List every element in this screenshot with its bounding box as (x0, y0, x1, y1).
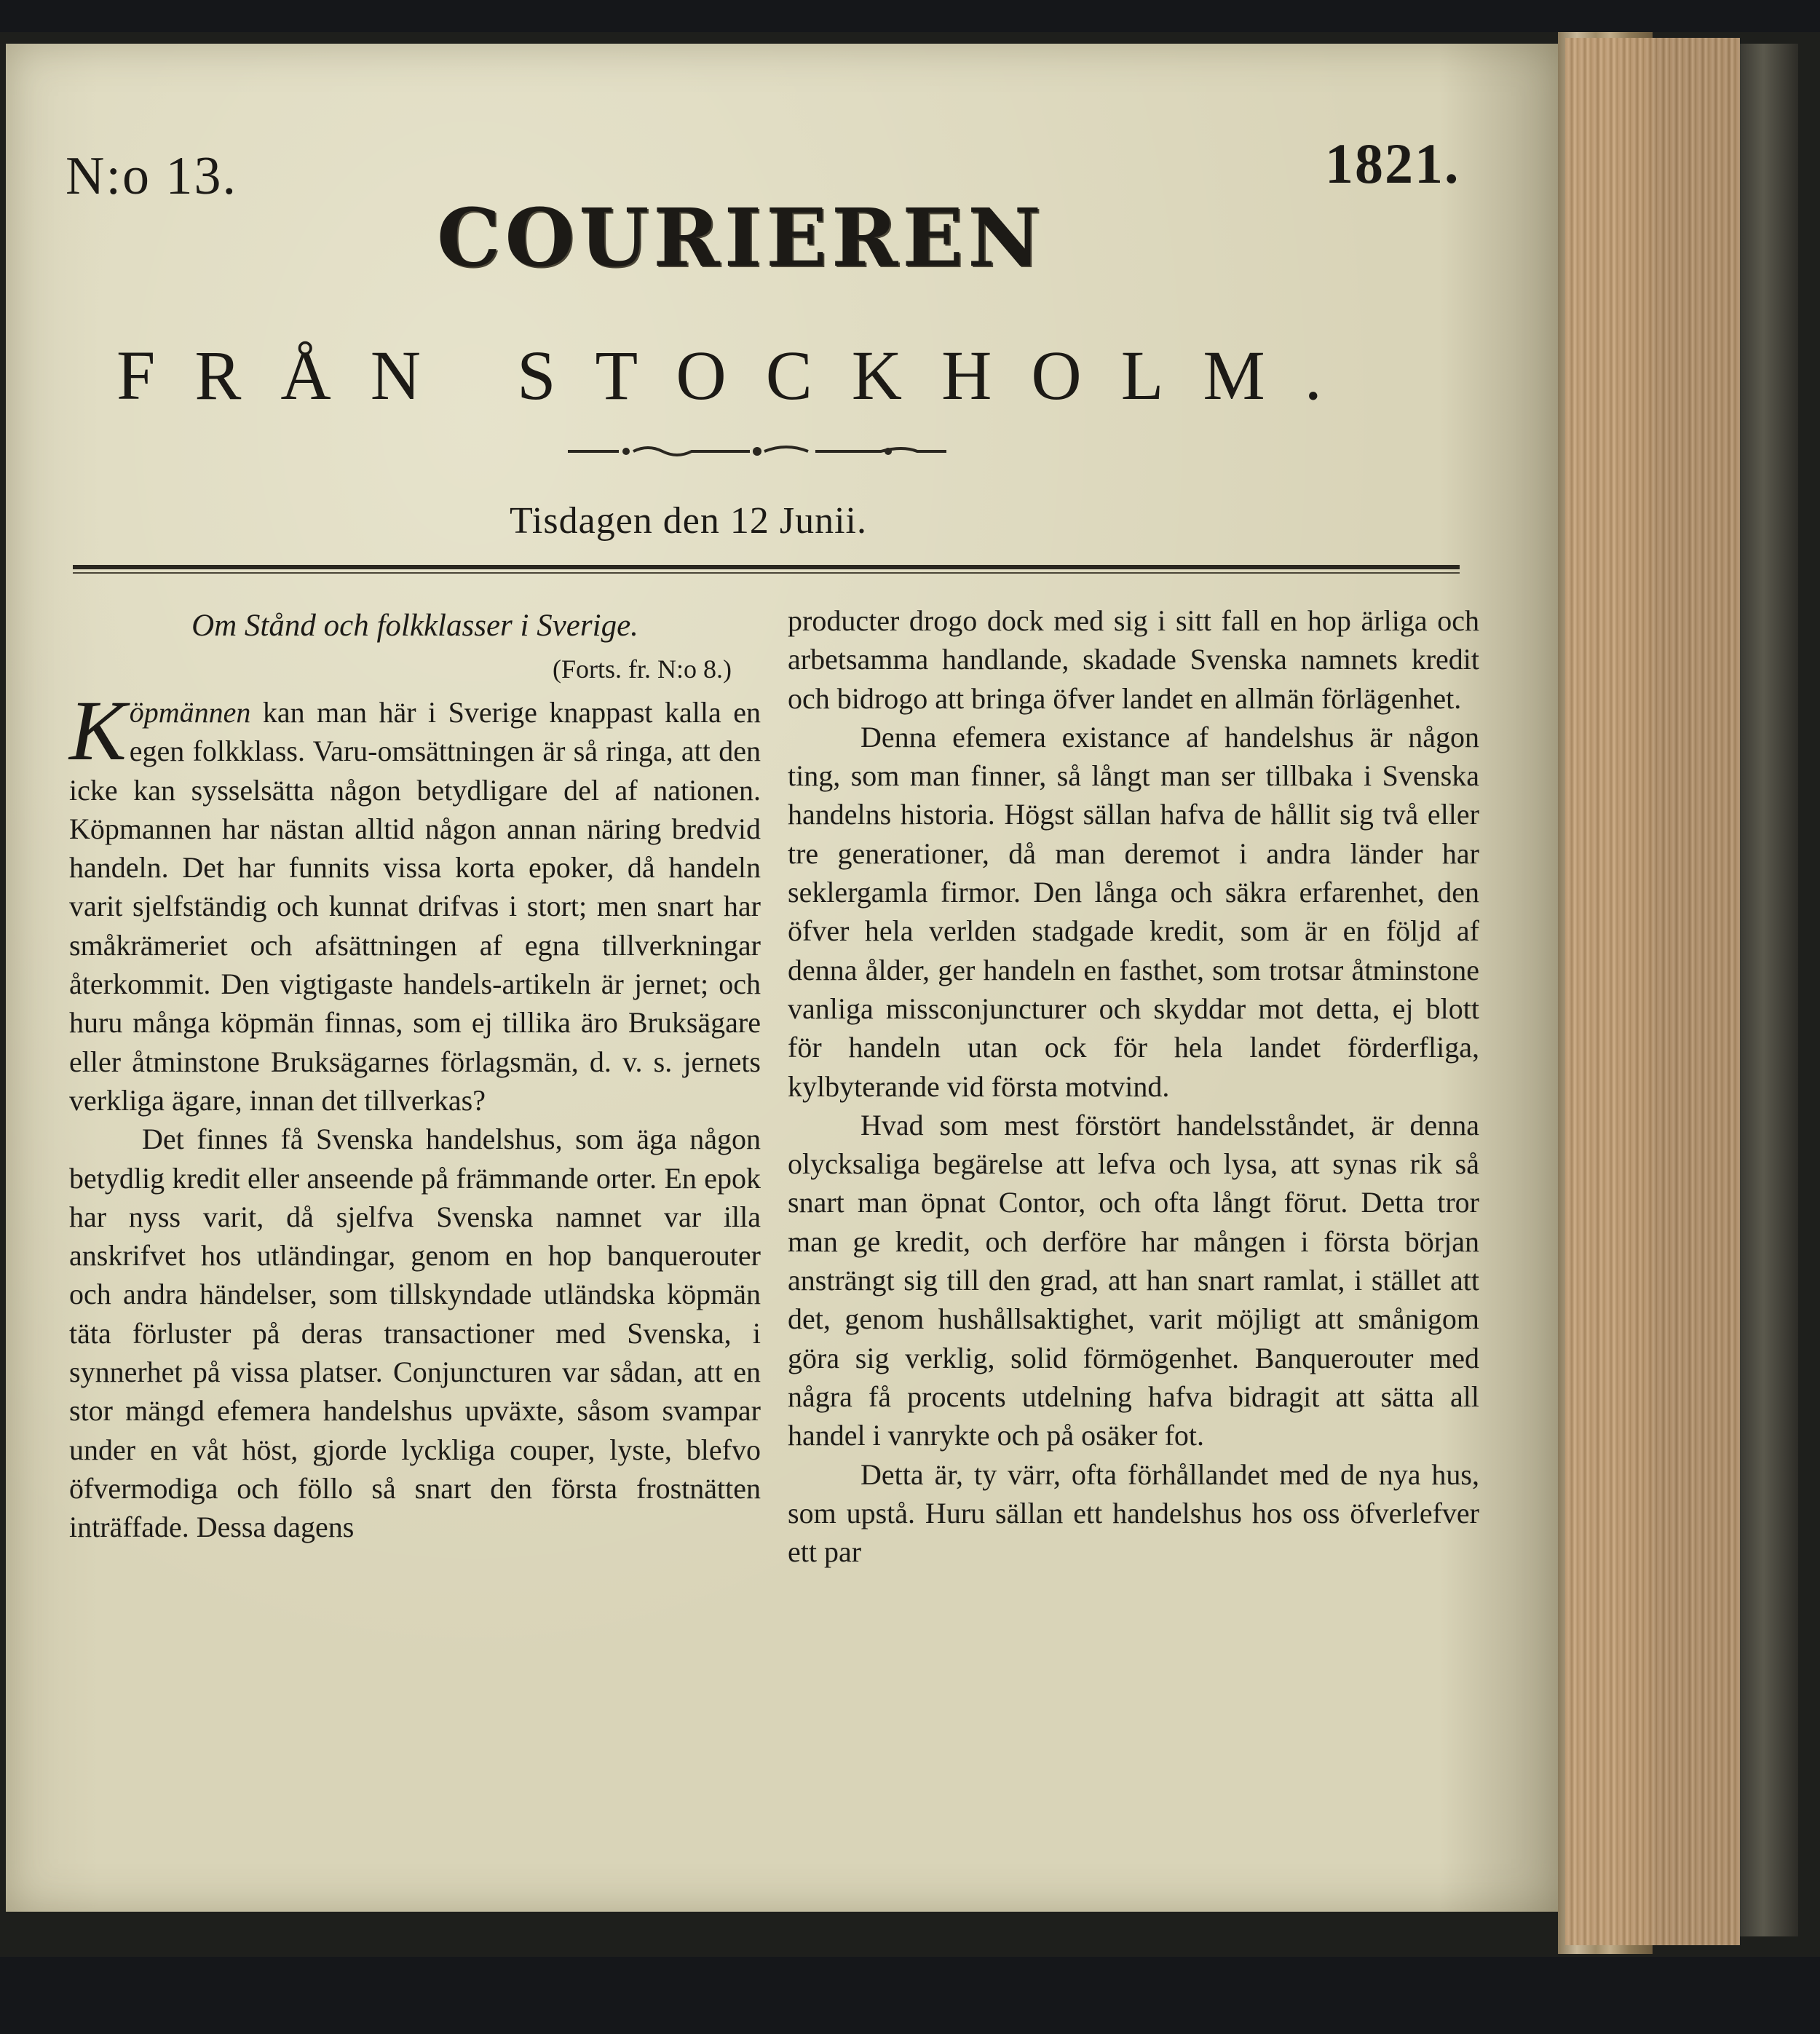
dropcap: K (69, 683, 127, 778)
header-rule (73, 565, 1460, 569)
left-column (69, 604, 761, 1547)
book-cover-edge (1740, 44, 1798, 1936)
lead-word: öpmännen (129, 696, 251, 729)
paragraph: Denna efemera existance af handelshus är någon ting, som man finner, så långt man ser tillbaka i Svenska handelns historia. Högst sällan hafva de hållit sig två eller tre generationer, då man deremot i andra länder har seklergamla firmor. Den långa och säkra erfarenhet, den öfver hela verlden stadgade kredit, som är en följd af denna ålder, ger handeln en fasthet, som trotsar åtminstone vanliga missconjuncturer och skyddar mot detta, ej blott för handeln utan ock för hela landet förderfliga, kylbyterande vid första motvind. (788, 720, 1479, 1103)
issue-date: Tisdagen den 12 Junii. (510, 500, 867, 542)
page-edges (1565, 38, 1740, 1945)
masthead-subtitle: FRÅN STOCKHOLM. (116, 336, 1361, 414)
article-continuation: (Forts. fr. N:o 8.) (553, 654, 732, 684)
issue-year: 1821. (1325, 132, 1460, 195)
issue-number: N:o 13. (66, 146, 237, 206)
ornament-divider-icon (568, 443, 946, 460)
article-title: Om Stånd och folkklasser i Sverige. (191, 609, 638, 643)
paragraph: Hvad som mest förstört handelsståndet, är denna olycksaliga begärelse att lefva och lysa, att synas rik så snart man öpnat Contor, och ofta långt förut. Detta tror man ge kredit, och derföre har mången i första början ansträngt sig till den grad, att han snart ramlat, i stället att det, genom hushållsaktighet, varit möjligt att smånigom göra sig verklig, solid förmögenhet. Banquerouter med några få procents utdelning hafva bidragit att sätta all handel i vanrykte och på osäker fot. (788, 1108, 1479, 1452)
paragraph: Detta är, ty värr, ofta förhållandet med de nya hus, som upstå. Huru sällan ett handelshus hos oss öfverlefver ett par (788, 1457, 1479, 1569)
header-rule-thin (73, 572, 1460, 574)
masthead-title: COURIEREN (437, 191, 1045, 285)
paragraph: Det finnes få Svenska handelshus, som äga någon betydlig kredit eller anseende på främmande orter. En epok har nyss varit, då sjelfva Svenska namnet var illa anskrifvet hos utländingar, genom en hop banquerouter och andra händelser, som tillskyndade utländska köpmän täta förluster på deras transactioner med Svenska, i synnerhet på vissa platser. Conjuncturen var sådan, att en stor mängd efemera handelshus upväxte, såsom svampar under en våt höst, gjorde lyckliga couper, lyste, blefvo öfvermodiga och föllo så snart den första frostnätten inträffade. Dessa dagens (69, 1123, 761, 1544)
paragraph: producter drogo dock med sig i sitt fall en hop ärliga och arbetsamma handlande, skadade Svenska namnets kredit och bidrogo att bringa öfver landet en allmän förlägenhet. (788, 604, 1479, 715)
right-column (788, 601, 1479, 1571)
paragraph (69, 683, 761, 1120)
paragraph-text: kan man här i Sverige knappast kalla en egen folkklass. Varu-omsättningen är så ringa, att den icke kan sysselsätta någon betydligare del af nationen. Köpmannen har nästan alltid någon annan näring bredvid handeln. Det har funnits vissa korta epoker, då handeln varit sjelfständig och kunnat drifvas i stort; men snart har småkrämeriet och afsättningen af egna tillverkningar återkommit. Den vigtigaste handels-artikeln är jernet; och huru många köpmän finnas, som ej tillika äro Bruksägare eller åtminstone Bruksägarnes förlagsmän, d. v. s. jernets verkliga ägare, innan det tillverkas? (69, 696, 761, 1117)
